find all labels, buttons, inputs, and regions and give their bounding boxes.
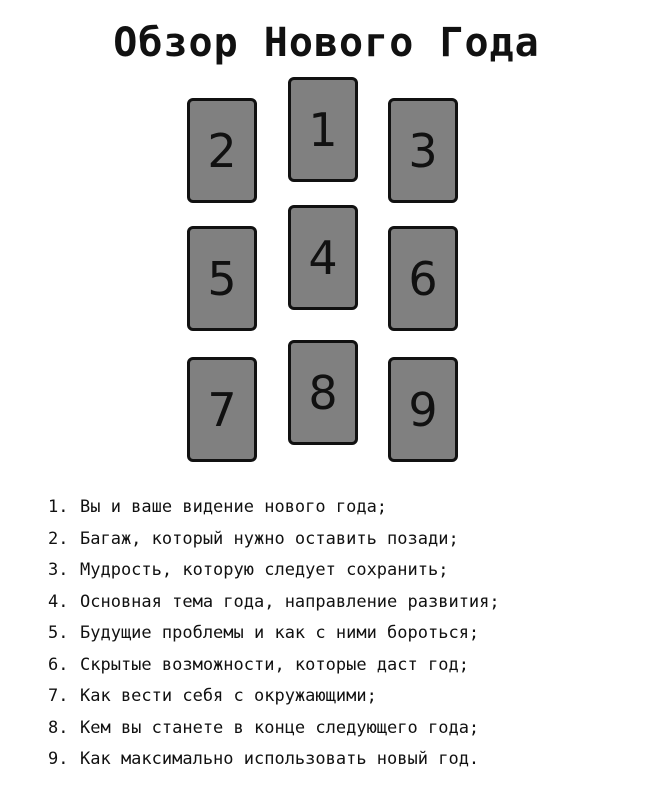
legend-text: Мудрость, которую следует сохранить; — [80, 560, 449, 580]
legend-text: Кем вы станете в конце следующего года; — [80, 717, 480, 738]
card-4: 4 — [288, 205, 358, 310]
card-7: 7 — [187, 357, 257, 462]
page-title: Обзор Нового Года — [113, 20, 540, 66]
card-8: 8 — [288, 340, 358, 445]
legend-item — [48, 650, 500, 682]
legend-text: Скрытые возможности, которые даст год; — [80, 654, 469, 675]
legend-number: 1. — [48, 497, 69, 517]
legend-item — [48, 744, 500, 776]
legend-item — [48, 618, 500, 650]
legend-number: 8. — [48, 717, 69, 738]
legend-item — [48, 713, 500, 745]
legend-text: Как максимально использовать новый год. — [80, 749, 480, 769]
legend-number: 7. — [48, 686, 69, 706]
legend-number: 9. — [48, 749, 69, 769]
legend-item — [48, 492, 500, 524]
legend-text: Будущие проблемы и как с ними бороться; — [80, 623, 480, 643]
legend-text: Вы и ваше видение нового года; — [80, 497, 388, 517]
legend-item — [48, 587, 500, 619]
card-3: 3 — [388, 98, 458, 203]
legend-item — [48, 524, 500, 556]
legend-text: Багаж, который нужно оставить позади; — [80, 528, 459, 549]
legend-number: 2. — [48, 528, 69, 549]
legend-text: Как вести себя с окружающими; — [80, 686, 377, 706]
legend-number: 3. — [48, 560, 69, 580]
card-5: 5 — [187, 226, 257, 331]
legend-item — [48, 681, 500, 713]
card-9: 9 — [388, 357, 458, 462]
legend-item — [48, 555, 500, 587]
legend-number: 4. — [48, 591, 69, 612]
legend-text: Основная тема года, направление развития; — [80, 591, 500, 612]
card-6: 6 — [388, 226, 458, 331]
position-legend — [48, 492, 500, 776]
card-1: 1 — [288, 77, 358, 182]
legend-number: 6. — [48, 654, 69, 675]
legend-number: 5. — [48, 623, 69, 643]
card-2: 2 — [187, 98, 257, 203]
